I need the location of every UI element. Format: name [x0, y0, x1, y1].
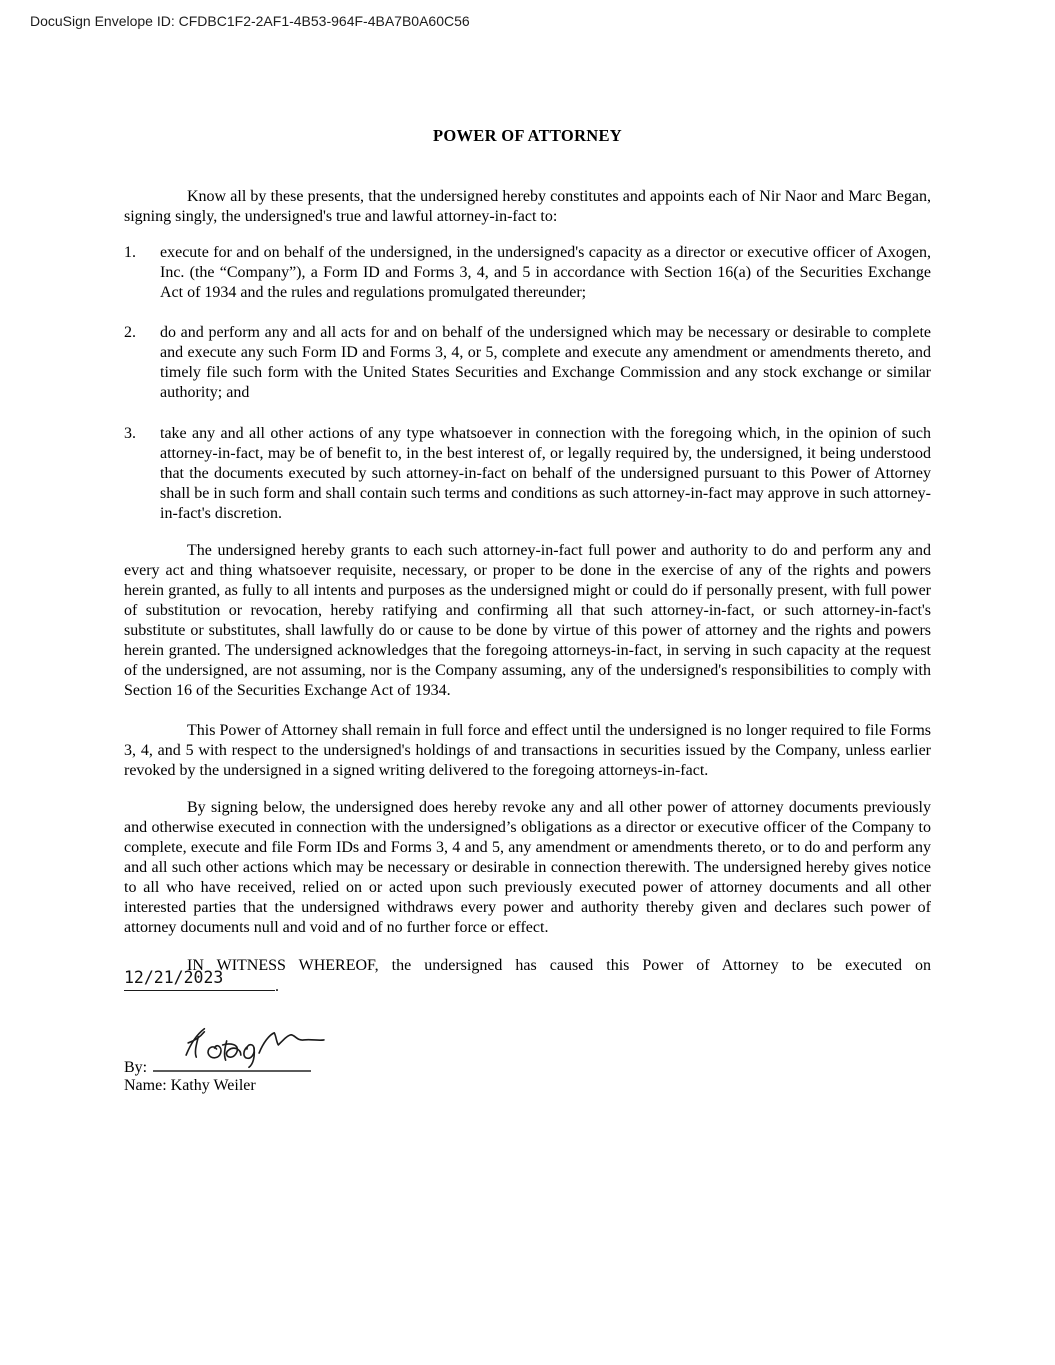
item-number: 2. [124, 324, 136, 341]
witness-paragraph [124, 956, 931, 997]
witness-text: IN WITNESS WHEREOF, the undersigned has caused this Power of Attorney to be executed on [187, 957, 931, 974]
date-signed-field: 12/21/2023 [124, 968, 224, 987]
grant-paragraph: The undersigned hereby grants to each such attorney-in-fact full power and authority to do and perform any and every act and thing whatsoever requisite, necessary, or proper to be done in the exercise of any of the rights and powers herein granted, as fully to all intents and purposes as the undersigned might or could do if personally present, with full power of substitution or revocation, hereby ratifying and confirming all that such attorney-in-fact, or such attorney-in-fact's substitute or substitutes, shall lawfully do or cause to be done by virtue of this power of attorney and the rights and powers herein granted. The undersigned acknowledges that the foregoing attorneys-in-fact, in serving in such capacity at the request of the undersigned, are not assuming, nor is the Company assuming, any of the undersigned's responsibilities to comply with Section 16 of the Securities Exchange Act of 1934. [124, 542, 931, 699]
item-number: 1. [124, 244, 136, 261]
item-text: take any and all other actions of any type whatsoever in connection with the foregoing which, in the opinion of such attorney-in-fact, may be of benefit to, in the best interest of, or legally required by, the undersigned, it being understood that the documents executed by such attorney-in-fact on behalf of the undersigned pursuant to this Power of Attorney shall be in such form and shall contain such terms and conditions as such attorney-in-fact may approve in such attorney-in-fact's discretion. [160, 425, 931, 522]
revocation-paragraph: By signing below, the undersigned does hereby revoke any and all other power of attorney documents previously and otherwise executed in connection with the undersigned’s obligations as a director or executive officer of the Company to complete, execute and file Form IDs and Forms 3, 4 and 5, any amendment or amendments thereto, or to do and perform any and all such other actions which may be necessary or desirable in connection therewith. The undersigned hereby gives notice to all who have received, relied on or acted upon such previously executed power of attorney documents and all other interested parties that the undersigned withdraws every power and authority thereby given and declares such power of attorney documents null and void and of no further force or effect. [124, 799, 931, 936]
witness-period: . [275, 978, 279, 995]
duration-paragraph: This Power of Attorney shall remain in full force and effect until the undersigned is no longer required to file Forms 3, 4, and 5 with respect to the undersigned's holdings of and transactions in securities issued by the Company, unless earlier revoked by the undersigned in a signed writing delivered to the foregoing attorneys-in-fact. [124, 722, 931, 779]
item-number: 3. [124, 425, 136, 442]
by-label: By: [124, 1059, 148, 1076]
signer-name-line: Name: Kathy Weiler [124, 1077, 256, 1094]
by-signature-line [124, 1056, 311, 1078]
numbered-item-1 [124, 243, 931, 303]
signature-blank-line [153, 1056, 311, 1072]
numbered-item-2 [124, 323, 931, 403]
docusign-envelope-id: DocuSign Envelope ID: CFDBC1F2-2AF1-4B53-964F-4BA7B0A60C56 [30, 13, 470, 29]
document-title: POWER OF ATTORNEY [432, 126, 623, 145]
intro-paragraph: Know all by these presents, that the undersigned hereby constitutes and appoints each of Nir Naor and Marc Began, signing singly, the undersigned's true and lawful attorney-in-fact to: [124, 188, 931, 225]
numbered-item-3 [124, 424, 931, 524]
item-text: do and perform any and all acts for and on behalf of the undersigned which may be necessary or desirable to complete and execute any such Form ID and Forms 3, 4, or 5, complete and execute any amendment or amendments thereto, and timely file such form with the United States Securities and Exchange Commission and any stock exchange or similar authority; and [160, 324, 931, 401]
item-text: execute for and on behalf of the undersigned, in the undersigned's capacity as a director or executive officer of Axogen, Inc. (the “Company”), a Form ID and Forms 3, 4, and 5 in accordance with Section 16(a) of the Securities Exchange Act of 1934 and the rules and regulations promulgated thereunder; [160, 244, 931, 301]
